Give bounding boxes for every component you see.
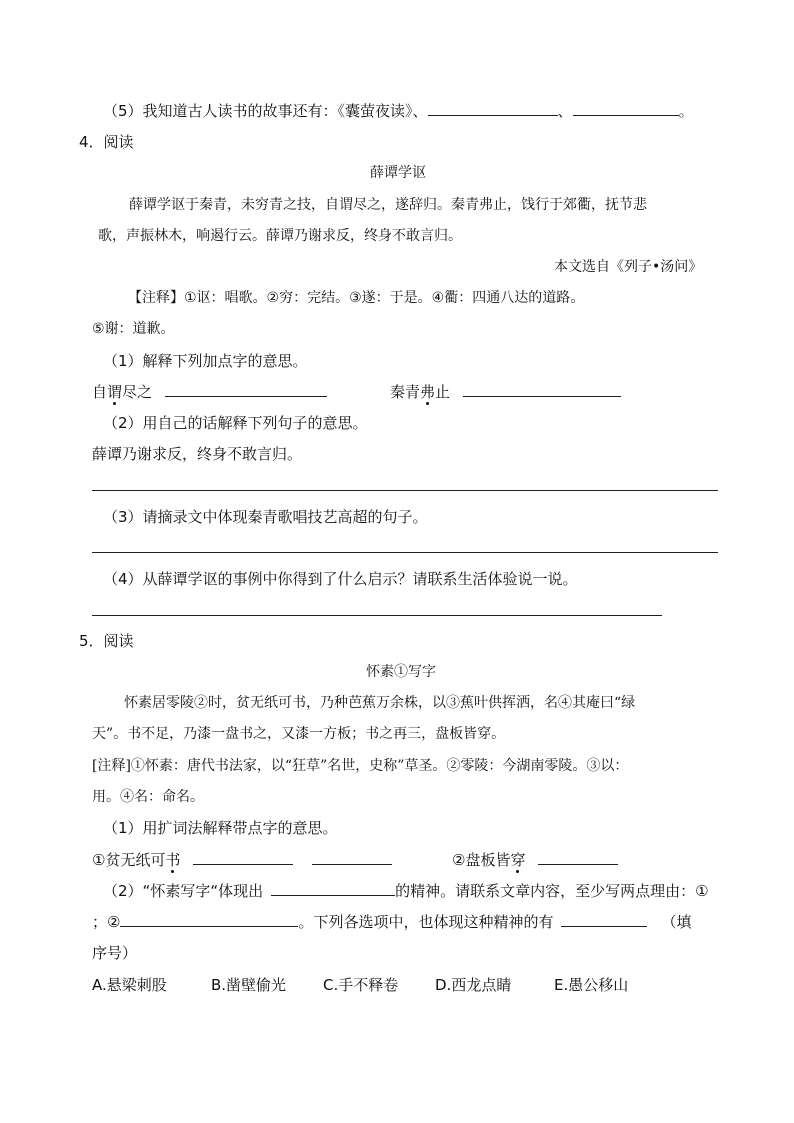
q4-passage-line-1: 薛谭学讴于秦青，未穷青之技，自谓尽之，遂辞归。秦青弗止，饯行于郊衢，抚节悲 bbox=[129, 197, 647, 213]
q4-sub2-sentence: 薛谭乃谢求反，终身不敢言归。 bbox=[92, 445, 303, 463]
answer-blank-2[interactable] bbox=[573, 101, 679, 116]
q4-sub3-prompt: （3）请摘录文中体现秦青歌唱技艺高超的句子。 bbox=[103, 508, 428, 526]
q4-passage-title: 薛谭学讴 bbox=[370, 165, 426, 181]
q5-sub2-line-1: （2）“怀素写字“体现出 的精神。请联系文章内容，至少写两点理由：① bbox=[103, 882, 709, 900]
q3-5-line bbox=[103, 101, 694, 121]
dotted-char: 穿 bbox=[510, 851, 526, 869]
dotted-char: 谓 bbox=[107, 383, 123, 401]
answer-blank-7[interactable] bbox=[538, 850, 618, 865]
answer-blank-4[interactable] bbox=[463, 382, 621, 397]
q5-sub2-line-3: 序号） bbox=[92, 944, 138, 962]
option-c[interactable]: C.手不释卷 bbox=[323, 976, 399, 994]
q4-sub4-prompt: （4）从薛谭学讴的事例中你得到了什么启示？请联系生活体验说一说。 bbox=[103, 570, 578, 588]
q5-notes-line-1: [注释]①怀素：唐代书法家，以“狂草”名世，史称”草圣。②零陵：今湖南零陵。③以： bbox=[92, 758, 629, 774]
option-b[interactable]: B.凿壁偷光 bbox=[211, 976, 287, 994]
q5-heading: 5．阅读 bbox=[79, 632, 134, 650]
answer-blank-5[interactable] bbox=[193, 850, 293, 865]
q5-passage-title: 怀素①写字 bbox=[366, 664, 436, 680]
q4-passage-line-2: 歌，声振林木，响遏行云。薛谭乃谢求反，终身不敢言归。 bbox=[98, 228, 462, 244]
answer-blank-9[interactable] bbox=[120, 912, 298, 927]
q4-source: 本文选自《列子•汤问》 bbox=[554, 259, 703, 275]
q5-sub2-line-2: ；② 。下列各选项中，也体现这种精神的有 （填 bbox=[92, 913, 692, 931]
q4-notes-line-2: ⑤谢：道歉。 bbox=[92, 321, 175, 337]
answer-blank-6[interactable] bbox=[312, 850, 392, 865]
q3-5-prefix: （5）我知道古人读书的故事还有：《囊萤夜读》、 bbox=[103, 102, 428, 120]
q3-5-sep: 、 bbox=[557, 102, 573, 120]
q4-notes-line-1: 【注释】①讴：唱歌。②穷：完结。③遂：于是。④衢：四通八达的道路。 bbox=[128, 290, 585, 306]
q5-sub1-item-a: ①贫无纸可书 bbox=[92, 850, 392, 870]
dotted-char: 弗 bbox=[420, 383, 436, 401]
answer-line-1[interactable] bbox=[92, 490, 718, 491]
q5-passage-line-2: 天”。书不足，乃漆一盘书之，又漆一方板；书之再三，盘板皆穿。 bbox=[92, 726, 506, 742]
answer-blank-1[interactable] bbox=[428, 101, 558, 116]
answer-blank-8[interactable] bbox=[271, 881, 395, 896]
q5-sub1-item-b: ②盘板皆穿 bbox=[452, 850, 618, 870]
q4-sub1-prompt: （1）解释下列加点字的意思。 bbox=[103, 352, 308, 370]
option-a[interactable]: A.悬梁刺股 bbox=[92, 976, 167, 994]
q4-sub1-item-a: 自谓尽之 bbox=[92, 382, 327, 402]
option-e[interactable]: E.愚公移山 bbox=[554, 976, 629, 994]
answer-line-2[interactable] bbox=[92, 552, 718, 553]
q4-sub2-prompt: （2）用自己的话解释下列句子的意思。 bbox=[103, 414, 368, 432]
dotted-char: 书 bbox=[165, 851, 181, 869]
q3-5-end: 。 bbox=[678, 102, 694, 120]
q5-options bbox=[92, 975, 628, 995]
option-d[interactable]: D.西龙点睛 bbox=[435, 976, 512, 994]
q5-passage-line-1: 怀素居零陵②时，贫无纸可书，乃种芭蕉万余株，以③蕉叶供挥洒，名④其庵曰“绿 bbox=[124, 695, 636, 711]
q4-heading: 4．阅读 bbox=[79, 133, 134, 151]
answer-line-3[interactable] bbox=[92, 615, 662, 616]
answer-blank-3[interactable] bbox=[165, 382, 327, 397]
q5-notes-line-2: 用。④名：命名。 bbox=[92, 789, 204, 805]
q4-sub1-item-b: 秦青弗止 bbox=[390, 382, 621, 402]
answer-blank-10[interactable] bbox=[561, 912, 647, 927]
q5-sub1-prompt: （1）用扩词法解释带点字的意思。 bbox=[103, 819, 338, 837]
